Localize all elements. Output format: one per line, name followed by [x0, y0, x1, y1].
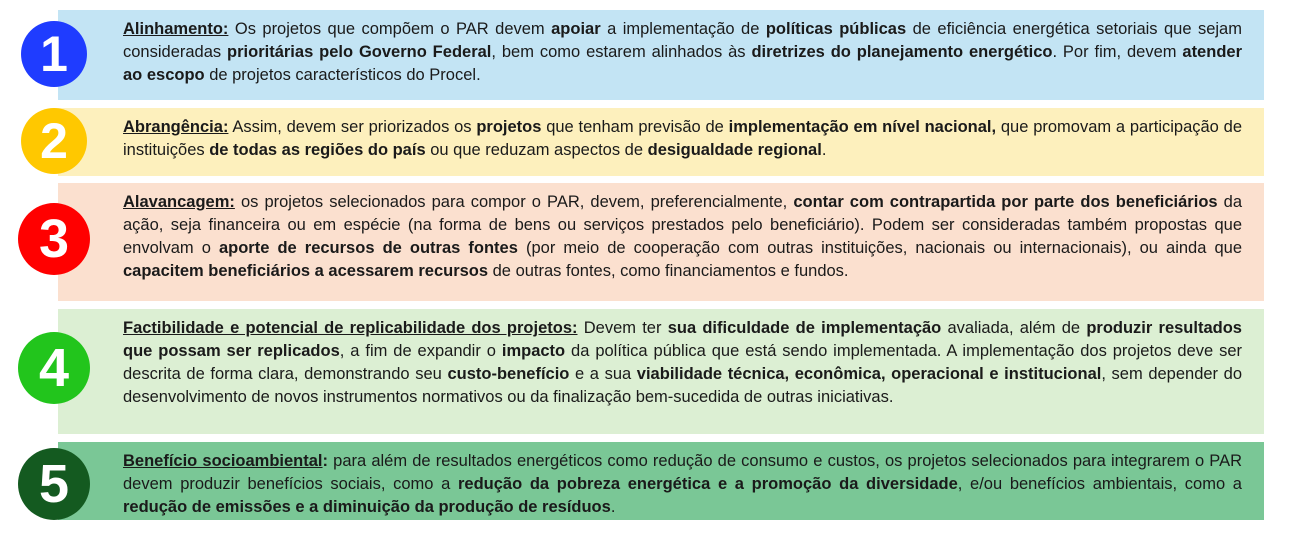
criterion-1-emphasis: apoiar [551, 20, 601, 38]
criterion-2-body-text: Assim, devem ser priorizados os [228, 118, 477, 136]
criterion-2-text [123, 116, 1242, 162]
criterion-2-panel [58, 108, 1264, 176]
criterion-3-emphasis: aporte de recursos de outras fontes [218, 239, 518, 257]
criterion-3-emphasis: capacitem beneficiários a acessarem recursos [123, 262, 489, 280]
criterion-1-emphasis: diretrizes do planejamento energético [751, 43, 1053, 61]
criterion-2-emphasis: projetos [476, 118, 542, 136]
criterion-5-panel [58, 442, 1264, 520]
criterion-4-body-text: e a sua [569, 365, 637, 383]
criterion-5-heading-suffix: : [322, 452, 329, 470]
criterion-1-body-text: . Por fim, devem [1052, 43, 1183, 61]
criterion-4-text [123, 317, 1242, 409]
criterion-3-body-text: (por meio de cooperação com outras instituições, nacionais ou internacionais), ou ainda que [517, 239, 1243, 257]
criterion-5-body-text: . [610, 498, 616, 516]
criterion-5-heading: Benefício socioambiental [123, 452, 323, 470]
criterion-4-emphasis: sua dificuldade de implementação [667, 319, 942, 337]
criterion-3-emphasis: contar com contrapartida por parte dos beneficiários [793, 193, 1218, 211]
criterion-4-emphasis: custo-benefício [447, 365, 570, 383]
criterion-1-heading: Alinhamento: [123, 20, 229, 38]
criterion-2-emphasis: implementação em nível nacional, [728, 118, 997, 136]
criterion-2-emphasis: de todas as regiões do país [209, 141, 426, 159]
criterion-5-emphasis: redução de emissões e a diminuição da produção de resíduos [123, 498, 611, 516]
criterion-5-text [123, 450, 1242, 519]
criterion-5-body-text: , e/ou benefícios ambientais, como a [957, 475, 1242, 493]
criterion-3-body-text: de outras fontes, como financiamentos e fundos. [488, 262, 849, 280]
criterion-3-text [123, 191, 1242, 283]
criterion-4-emphasis: produzir resultados que possam ser replicados [123, 319, 1242, 360]
criterion-3-body-text: da ação, seja financeira ou em espécie (na forma de bens ou serviços prestados pelo beneficiário). Podem ser consideradas também propostas que envolvam o [123, 193, 1243, 257]
criterion-2-heading: Abrangência: [123, 118, 229, 136]
criterion-5-emphasis: redução da pobreza energética e a promoção da diversidade [457, 475, 958, 493]
criterion-4-body-text: , a fim de expandir o [339, 342, 502, 360]
criterion-5-body-text: para além de resultados energéticos como redução de consumo e custos, os projetos selecionados para integrarem o PAR devem produzir benefícios sociais, como a [123, 452, 1243, 493]
criterion-1-body-text: , bem como estarem alinhados às [491, 43, 752, 61]
criterion-2-body-text: . [821, 141, 827, 159]
criterion-1-body-text: de eficiência energética setoriais que sejam consideradas [123, 20, 1242, 61]
criterion-1-panel [58, 10, 1264, 100]
criterion-4-body-text: da política pública que está sendo implementada. A implementação dos projetos deve ser descrita de forma clara, demonstrando seu [123, 342, 1242, 383]
criterion-4-emphasis: impacto [501, 342, 566, 360]
criterion-2-body-text: que promovam a participação de instituições [123, 118, 1242, 159]
criterion-1-text [123, 18, 1242, 87]
criterion-4-emphasis: viabilidade técnica, econômica, operacional e institucional [636, 365, 1102, 383]
criterion-2-number-badge: 2 [21, 108, 87, 174]
criterion-1-emphasis: políticas públicas [765, 20, 907, 38]
criterion-3-panel [58, 183, 1264, 301]
criterion-1-body-text: de projetos característicos do Procel. [204, 66, 481, 84]
criterion-4-number-badge: 4 [18, 332, 90, 404]
criterion-4-panel [58, 309, 1264, 434]
criterion-2-body-text: que tenham previsão de [541, 118, 729, 136]
criterion-1-number-badge: 1 [21, 21, 87, 87]
criterion-4-body-text: , sem depender do desenvolvimento de novos instrumentos normativos ou da finalização bem-sucedida de outras iniciativas. [123, 365, 1243, 406]
criterion-3-body-text: os projetos selecionados para compor o PAR, devem, preferencialmente, [234, 193, 794, 211]
criterion-2-emphasis: desigualdade regional [647, 141, 822, 159]
criterion-2-body-text: ou que reduzam aspectos de [425, 141, 648, 159]
criterion-5-number-badge: 5 [18, 448, 90, 520]
criterion-3-heading: Alavancagem: [123, 193, 235, 211]
criterion-1-body-text: Os projetos que compõem o PAR devem [228, 20, 552, 38]
criterion-4-body-text: Devem ter [577, 319, 668, 337]
criterion-1-body-text: a implementação de [600, 20, 766, 38]
criterion-1-emphasis: prioritárias pelo Governo Federal [227, 43, 492, 61]
criterion-4-body-text: avaliada, além de [941, 319, 1087, 337]
criterion-1-emphasis: atender ao escopo [123, 43, 1242, 84]
criterion-3-number-badge: 3 [18, 203, 90, 275]
criterion-4-heading: Factibilidade e potencial de replicabilidade dos projetos: [123, 319, 578, 337]
